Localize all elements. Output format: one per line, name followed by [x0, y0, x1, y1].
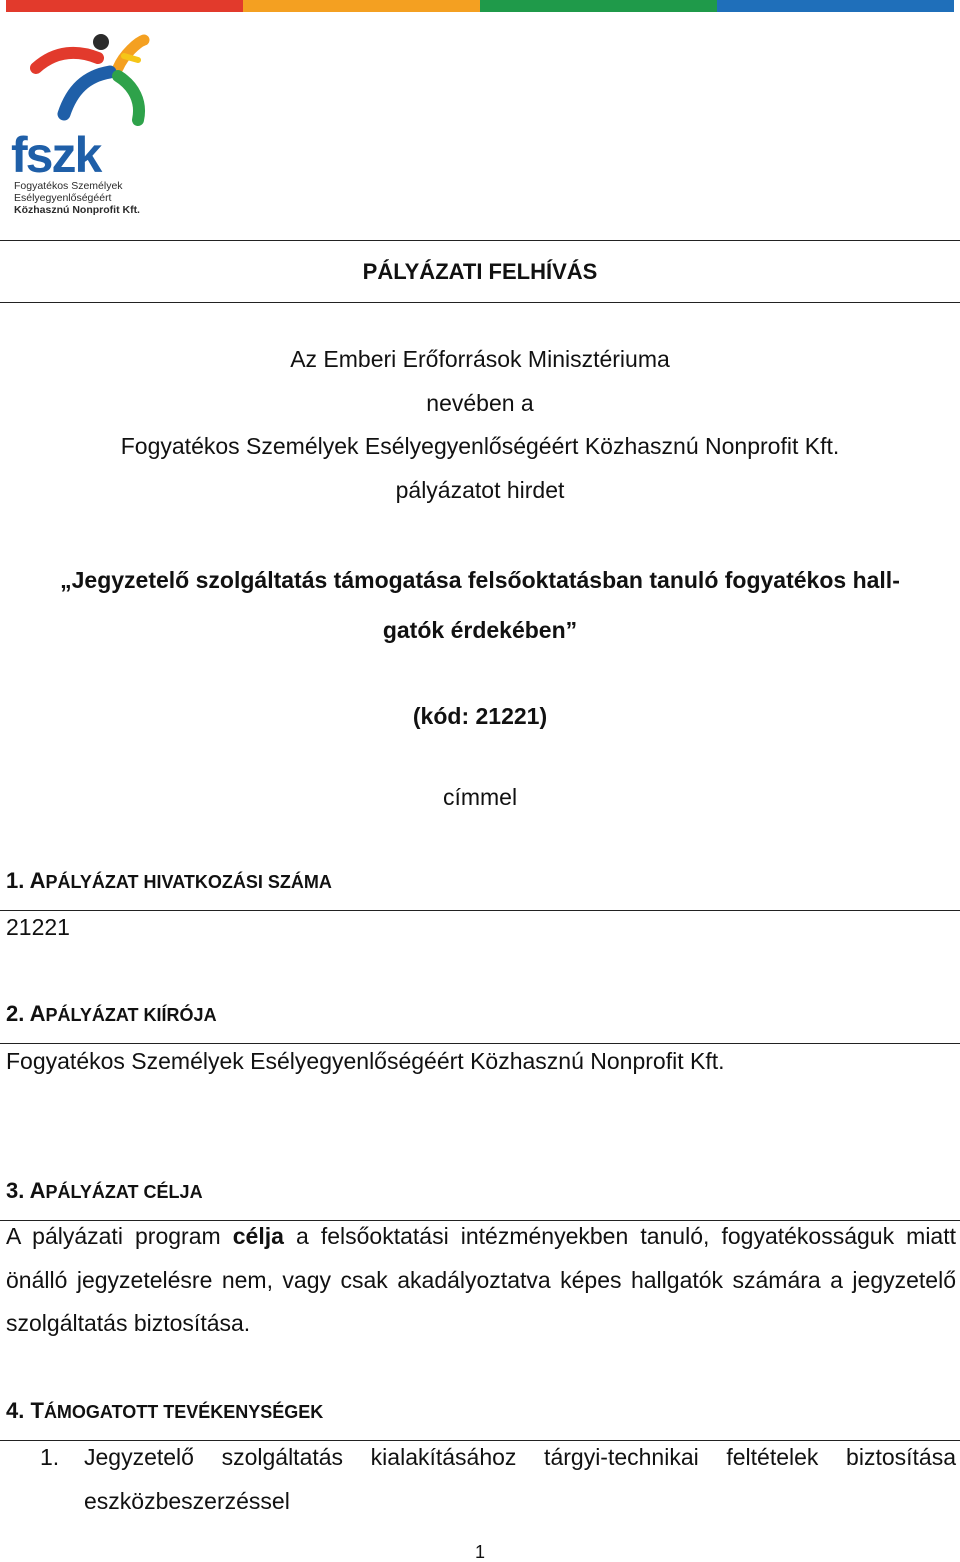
intro-line-2: nevében a — [426, 390, 534, 416]
stripe-red — [6, 0, 243, 12]
logo-wordmark: fszk — [11, 127, 101, 183]
section-1-heading — [6, 868, 332, 895]
section-3-rest: PÁLYÁZAT CÉLJA — [45, 1182, 203, 1202]
logo-subtitle-line-2: Esélyegyenlőségéért — [14, 192, 112, 204]
intro-line-1: Az Emberi Erőforrások Minisztériuma — [290, 346, 670, 372]
section-2-number: 2. — [6, 1001, 25, 1026]
section-4-heading — [6, 1398, 323, 1425]
stripe-blue — [717, 0, 954, 12]
section-4-number: 4. — [6, 1398, 25, 1423]
section-1-lead: A — [29, 868, 46, 893]
section-3-lead: A — [29, 1178, 46, 1203]
section-2-heading — [6, 1001, 217, 1028]
section-2-rest: PÁLYÁZAT KIÍRÓJA — [45, 1005, 217, 1025]
top-color-stripe — [6, 0, 954, 12]
list-item-marker: 1. — [40, 1444, 60, 1470]
section-1-number: 1. — [6, 868, 25, 893]
list-item-text: Jegyzetelő szolgáltatás kialakításához tárgyi-technikai feltételek biztosítása eszközbeszerzéssel — [84, 1444, 956, 1514]
document-title: PÁLYÁZATI FELHÍVÁS — [362, 259, 598, 284]
program-title-line-2: gatók érdekében” — [382, 617, 578, 643]
stripe-green — [480, 0, 717, 12]
section-2-lead: A — [29, 1001, 46, 1026]
list-item — [40, 1436, 956, 1523]
title-bottom-rule — [0, 302, 960, 303]
section-3-body-bold: célja — [232, 1223, 284, 1249]
cimmel-label: címmel — [442, 784, 518, 810]
section-3-body-after: a felsőoktatási intézményekben tanuló, fogyatékosságuk miatt önálló jegyzetelésre nem, vagy csak akadályoztatva képes hallgatók számára a jegyzetelő szolgáltatás biztosítása. — [6, 1223, 956, 1336]
section-1-rest: PÁLYÁZAT HIVATKOZÁSI SZÁMA — [45, 872, 332, 892]
fszk-figure-icon — [6, 28, 151, 138]
section-2-body: Fogyatékos Személyek Esélyegyenlőségéért Közhasznú Nonprofit Kft. — [6, 1048, 725, 1074]
program-title-line-1: „Jegyzetelő szolgáltatás támogatása felsőoktatásban tanuló fogyatékos hall- — [60, 567, 900, 593]
section-4-lead: T — [30, 1398, 44, 1423]
fszk-logo — [6, 28, 151, 216]
intro-line-3: Fogyatékos Személyek Esélyegyenlőségéért Közhasznú Nonprofit Kft. — [120, 433, 840, 459]
intro-line-4: pályázatot hirdet — [395, 477, 565, 503]
section-1-body: 21221 — [6, 914, 70, 940]
program-code: (kód: 21221) — [412, 703, 548, 729]
section-2-rule — [0, 1043, 960, 1044]
logo-subtitle-line-1: Fogyatékos Személyek — [14, 180, 123, 192]
page-number: 1 — [474, 1542, 485, 1562]
section-3-heading — [6, 1178, 203, 1205]
title-top-rule — [0, 240, 960, 241]
section-3-number: 3. — [6, 1178, 25, 1203]
section-4-rest: ÁMOGATOTT TEVÉKENYSÉGEK — [43, 1402, 324, 1422]
stripe-orange — [243, 0, 480, 12]
section-1-rule — [0, 910, 960, 911]
logo-subtitle-line-3: Közhasznú Nonprofit Kft. — [14, 204, 140, 216]
section-3-body — [6, 1215, 956, 1346]
section-3-body-before: A pályázati program — [6, 1223, 233, 1249]
